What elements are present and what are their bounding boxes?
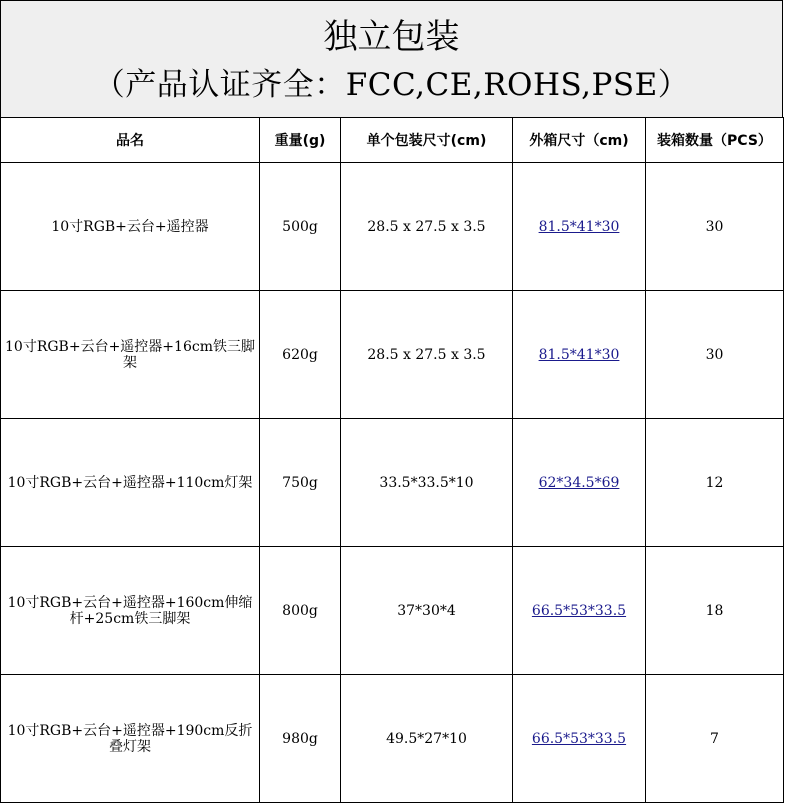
- product-name-cell: 10寸RGB+云台+遥控器+16cm铁三脚架: [1, 291, 260, 419]
- product-name-cell: 10寸RGB+云台+遥控器+160cm伸缩杆+25cm铁三脚架: [1, 547, 260, 675]
- carton-size-cell: [513, 419, 646, 547]
- package-size-cell: 28.5 x 27.5 x 3.5: [341, 163, 513, 291]
- header-carton-size: 外箱尺寸（cm): [513, 118, 646, 163]
- weight-cell: 800g: [260, 547, 341, 675]
- header-product-name: 品名: [1, 118, 260, 163]
- header-carton-quantity: 装箱数量（PCS）: [646, 118, 784, 163]
- package-size-cell: 33.5*33.5*10: [341, 419, 513, 547]
- table-row: [1, 547, 784, 675]
- product-name-cell: 10寸RGB+云台+遥控器: [1, 163, 260, 291]
- table-row: [1, 419, 784, 547]
- table-row: [1, 163, 784, 291]
- carton-size-link[interactable]: 62*34.5*69: [538, 474, 620, 491]
- carton-size-link[interactable]: 81.5*41*30: [538, 218, 620, 235]
- header-package-size: 单个包装尺寸(cm): [341, 118, 513, 163]
- carton-size-cell: [513, 291, 646, 419]
- title-block: [0, 0, 783, 117]
- carton-size-link[interactable]: 66.5*53*33.5: [531, 730, 627, 747]
- table-row: [1, 675, 784, 803]
- package-size-cell: 28.5 x 27.5 x 3.5: [341, 291, 513, 419]
- product-name-cell: 10寸RGB+云台+遥控器+190cm反折叠灯架: [1, 675, 260, 803]
- carton-size-link[interactable]: 81.5*41*30: [538, 346, 620, 363]
- quantity-cell: 7: [646, 675, 784, 803]
- package-size-cell: 37*30*4: [341, 547, 513, 675]
- packaging-table: [0, 117, 784, 803]
- product-name-cell: 10寸RGB+云台+遥控器+110cm灯架: [1, 419, 260, 547]
- carton-size-cell: [513, 163, 646, 291]
- weight-cell: 500g: [260, 163, 341, 291]
- quantity-cell: 30: [646, 291, 784, 419]
- carton-size-link[interactable]: 66.5*53*33.5: [531, 602, 627, 619]
- weight-cell: 980g: [260, 675, 341, 803]
- package-size-cell: 49.5*27*10: [341, 675, 513, 803]
- quantity-cell: 12: [646, 419, 784, 547]
- weight-cell: 750g: [260, 419, 341, 547]
- carton-size-cell: [513, 547, 646, 675]
- quantity-cell: 30: [646, 163, 784, 291]
- header-weight: 重量(g): [260, 118, 341, 163]
- page-title: 独立包装: [323, 17, 460, 57]
- quantity-cell: 18: [646, 547, 784, 675]
- table-row: [1, 291, 784, 419]
- certification-subtitle: （产品认证齐全：FCC,CE,ROHS,PSE）: [93, 67, 690, 103]
- table-header-row: [1, 118, 784, 163]
- carton-size-cell: [513, 675, 646, 803]
- weight-cell: 620g: [260, 291, 341, 419]
